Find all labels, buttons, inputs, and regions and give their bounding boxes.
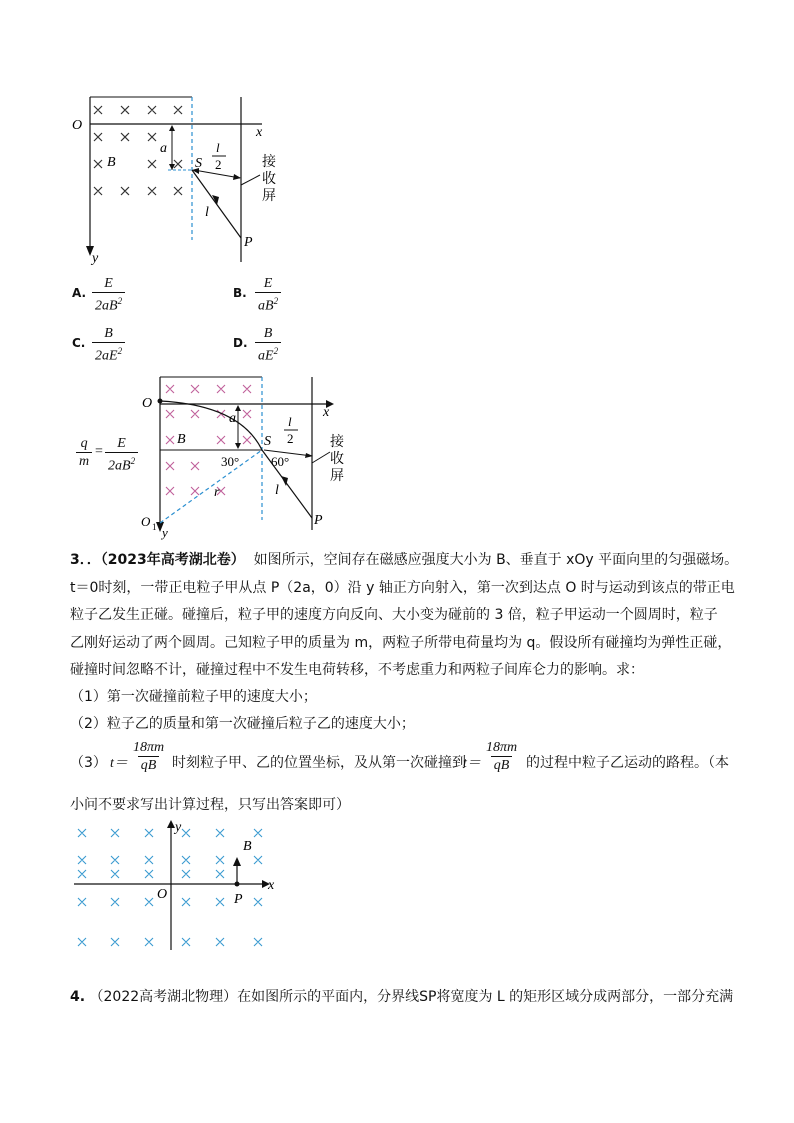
fig2-60: 60° xyxy=(271,454,290,469)
q3-line4: 乙刚好运动了两个圆周。己知粒子甲的质量为 m，两粒子所带电荷量均为 q。假设所有碰撞均为弹性正碰， xyxy=(70,635,732,651)
q3-frac1-den: qB xyxy=(138,756,160,774)
option-d-num: B xyxy=(263,326,273,341)
fig2-r: r xyxy=(214,485,220,500)
q4-text: （2022高考湖北物理）在如图所示的平面内，分界线SP将宽度为 L 的矩形区域分成两部分，一部分充满 xyxy=(89,989,734,1005)
fig2-screen-1: 接 xyxy=(330,435,344,450)
fig3-x: x xyxy=(268,878,275,893)
fig1-lhalf-num: l xyxy=(216,140,220,155)
fig1-S: S xyxy=(195,156,202,171)
option-d-den: aE xyxy=(258,348,274,364)
fig2-screen-2: 收 xyxy=(330,452,344,467)
solution-lhs-num: q xyxy=(80,436,88,451)
q3-line5: 碰撞时间忽略不计，碰撞过程中不发生电荷转移，不考虑重力和两粒子间库仑力的影响。求： xyxy=(70,662,644,678)
fig1-a: a xyxy=(160,141,167,156)
option-b-num: E xyxy=(263,276,273,291)
fig1-x: x xyxy=(256,125,263,140)
q3-frac1-num: 18πm xyxy=(133,740,165,755)
solution-eq: = xyxy=(95,444,103,459)
solution-rhs-den: 2aB xyxy=(108,458,131,474)
fig1-O: O xyxy=(72,118,83,133)
option-a-num: E xyxy=(104,276,113,291)
fig1-y: y xyxy=(92,251,99,266)
option-d-exp: 2 xyxy=(273,346,279,356)
fig1-l: l xyxy=(205,205,209,220)
fig3-P: P xyxy=(234,892,243,907)
fig2-S: S xyxy=(264,434,271,449)
fig2-O: O xyxy=(142,396,153,411)
fig1-screen-1: 接 xyxy=(262,155,276,170)
option-c-label: C. xyxy=(72,336,86,350)
q3-line2: t＝0时刻，一带正电粒子甲从点 P（2a，0）沿 y 轴正方向射入，第一次到达点 O 时与运动到该点的带正电 xyxy=(70,580,735,596)
fig3-B: B xyxy=(243,839,252,854)
q3-line1-text: 如图所示，空间存在磁感应强度大小为 B、垂直于 xOy 平面向里的匀强磁场。 xyxy=(253,552,739,568)
option-b-exp: 2 xyxy=(273,296,279,306)
q3-sub3-prefix: （3） xyxy=(70,755,107,771)
fig2-lhalf-den: 2 xyxy=(287,431,294,446)
fig2-l: l xyxy=(275,483,279,498)
option-b-label: B. xyxy=(233,286,247,300)
option-a-den: 2aB xyxy=(95,298,118,314)
q3-sub3-mid: 时刻粒子甲、乙的位置坐标，及从第一次碰撞到 xyxy=(172,755,466,771)
q4-number: 4. xyxy=(70,989,86,1005)
q3-sub1: （1）第一次碰撞前粒子甲的速度大小； xyxy=(70,689,317,705)
field-crosses-blue xyxy=(78,829,262,946)
option-d-label: D. xyxy=(233,336,248,350)
q3-source: （2023年高考湖北卷） xyxy=(100,552,245,568)
fig1-B: B xyxy=(107,155,116,170)
q3-t-eq-2: t＝ xyxy=(463,756,481,771)
option-a-exp: 2 xyxy=(117,296,123,306)
option-b-den: aB xyxy=(258,298,274,314)
q3-sub3-line2: 小问不要求写出计算过程，只写出答案即可） xyxy=(70,797,350,813)
fig2-P: P xyxy=(314,513,323,528)
q3-frac2-num: 18πm xyxy=(486,740,518,755)
q3-t-eq-1: t＝ xyxy=(110,756,128,771)
fig3-O: O xyxy=(157,887,168,902)
fig2-O1: O xyxy=(141,514,151,529)
fig2-a: a xyxy=(229,411,236,426)
fig2-screen-3: 屏 xyxy=(330,469,344,484)
fig1-lhalf-den: 2 xyxy=(215,157,222,172)
fig2-30: 30° xyxy=(221,454,240,469)
option-c-num: B xyxy=(104,326,113,341)
q3-sub3-end: 的过程中粒子乙运动的路程。（本 xyxy=(526,755,729,771)
option-c-den: 2aE xyxy=(95,348,118,364)
q3-sub2: （2）粒子乙的质量和第一次碰撞后粒子乙的速度大小； xyxy=(70,716,415,732)
fig1-screen-2: 收 xyxy=(262,172,276,187)
fig1-P: P xyxy=(244,235,253,250)
q3-frac2-den: qB xyxy=(491,756,513,774)
fig3-y: y xyxy=(175,820,182,835)
option-c-exp: 2 xyxy=(117,346,123,356)
solution-rhs-exp: 2 xyxy=(130,456,136,466)
fig2-O1-sub: 1 xyxy=(152,522,157,532)
q3-number: 3．． xyxy=(70,552,101,568)
fig2-B: B xyxy=(177,432,186,447)
fig2-x: x xyxy=(323,405,330,420)
q4-line1 xyxy=(70,987,733,1007)
option-a-label: A. xyxy=(72,286,87,300)
fig1-screen-3: 屏 xyxy=(262,189,276,204)
solution-lhs-den: m xyxy=(76,452,92,470)
fig2-lhalf-num: l xyxy=(288,414,292,429)
fig2-y: y xyxy=(162,525,168,540)
solution-rhs-num: E xyxy=(117,436,126,451)
q3-line3: 粒子乙发生正碰。碰撞后，粒子甲的速度方向反向、大小变为碰前的 3 倍，粒子甲运动一个圆周时，粒子 xyxy=(70,607,718,623)
